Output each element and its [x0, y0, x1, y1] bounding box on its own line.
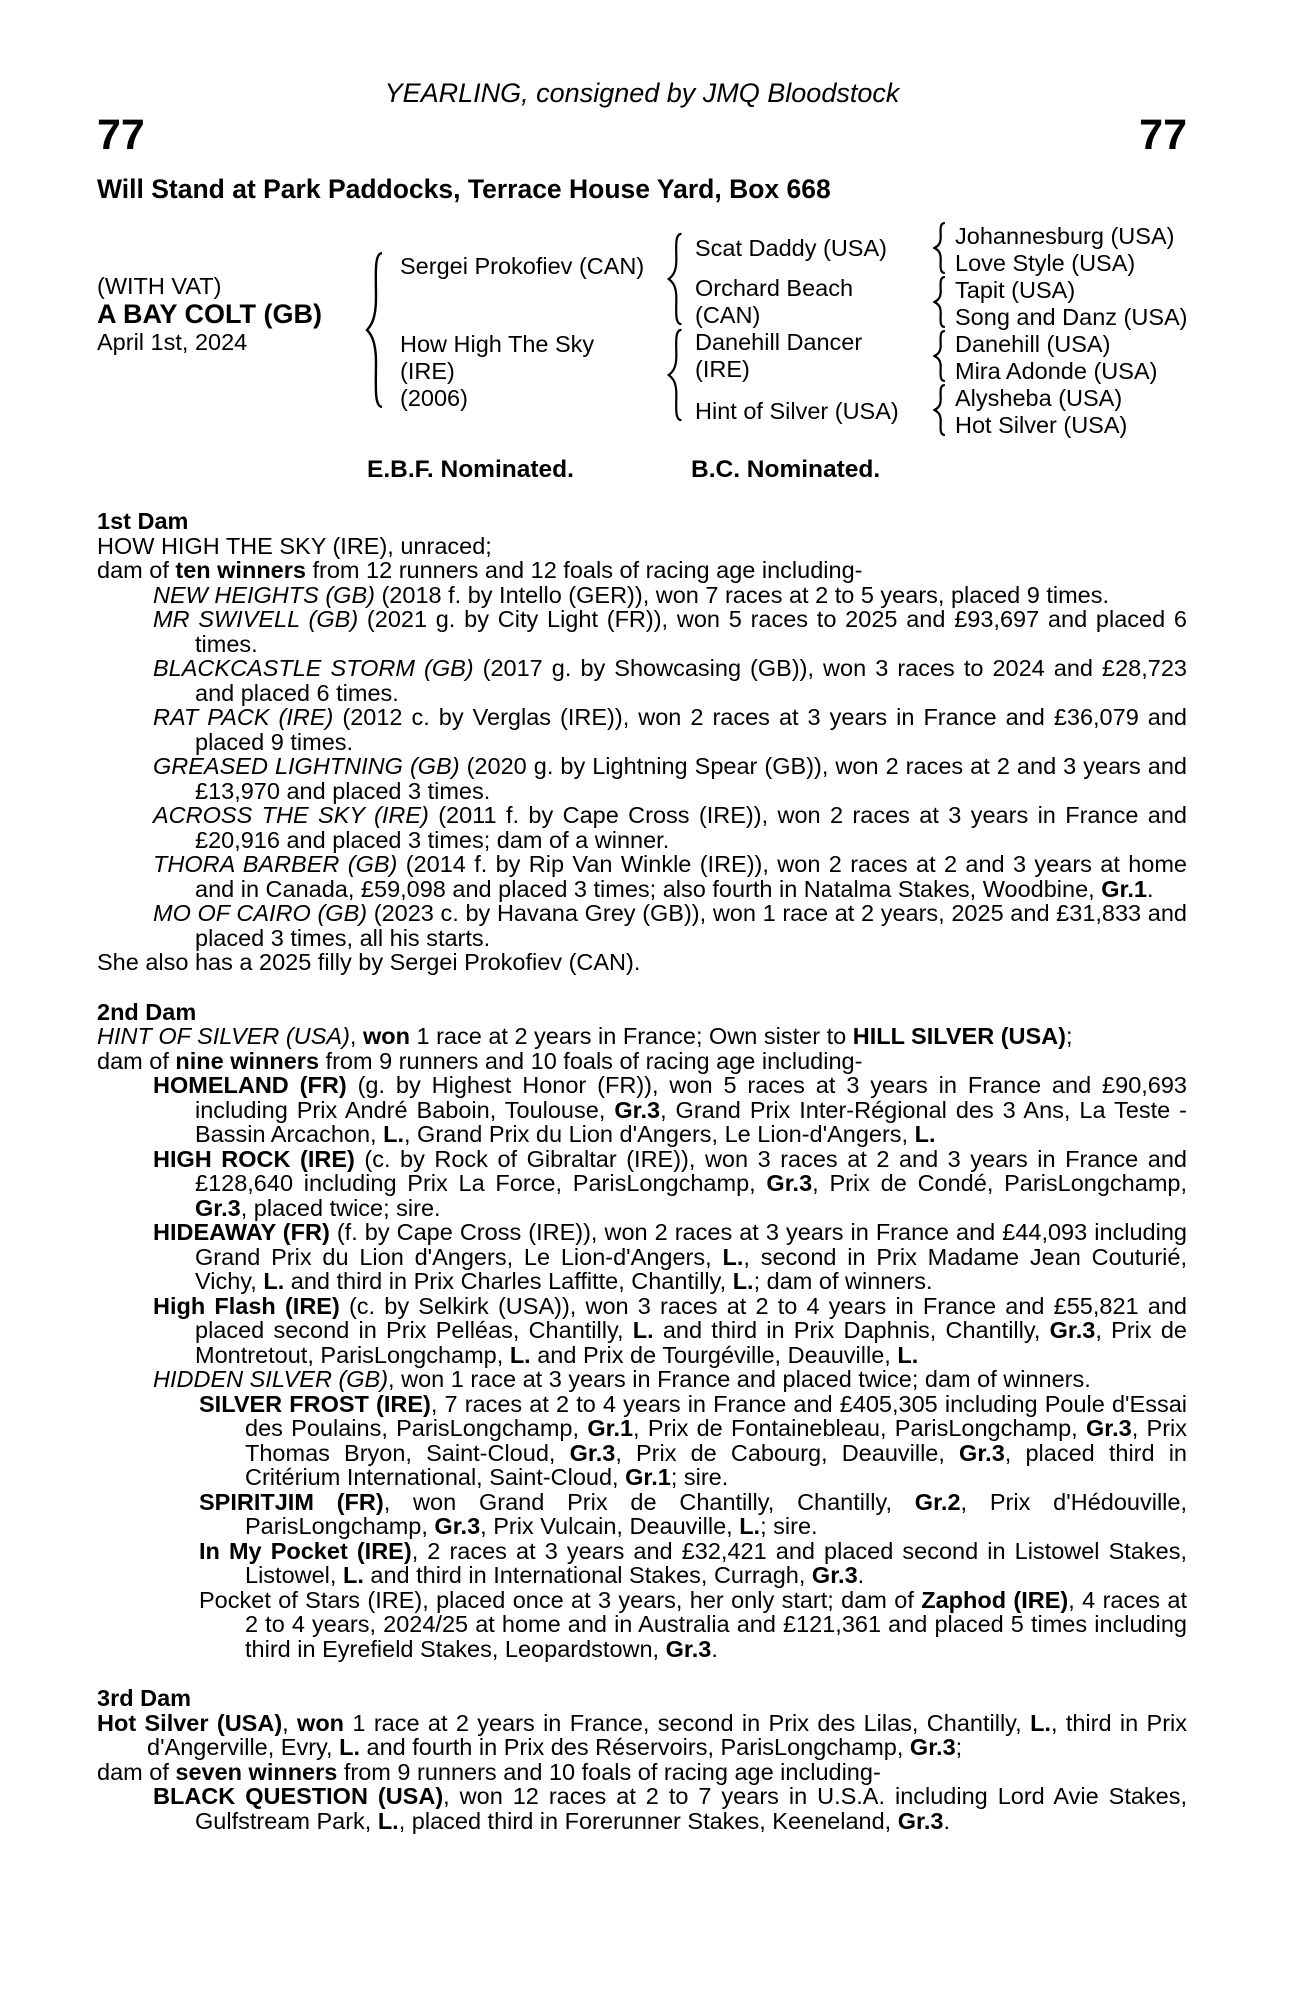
dam-summary: HOW HIGH THE SKY (IRE), unraced;	[97, 532, 492, 559]
sire-sire-dam-name: Love Style (USA)	[955, 250, 1136, 276]
section-heading: 1st Dam	[97, 508, 189, 534]
vat-note: (WITH VAT)	[97, 273, 222, 299]
dam-summary: dam of seven winners from 9 runners and 10 foals of racing age including-	[97, 1758, 881, 1785]
stabling-line: Will Stand at Park Paddocks, Terrace House Yard, Box 668	[97, 174, 831, 204]
dam-name-line1: How High The Sky	[400, 331, 595, 357]
sire-sire-name: Scat Daddy (USA)	[695, 235, 887, 261]
pedigree-brace-dam-parents	[667, 328, 684, 422]
offspring-entry: HIGH ROCK (IRE) (c. by Rock of Gibraltar (IRE)), won 3 races at 2 and 3 years in France and £128,640 including Prix La Force, ParisLongchamp, Gr.3, Prix de Condé, ParisLongchamp, Gr.3, placed twice; sire.	[153, 1145, 1187, 1221]
offspring-entry: In My Pocket (IRE), 2 races at 3 years and £32,421 and placed second in Listowel Stakes, Listowel, L. and third in International Stakes, Curragh, Gr.3.	[199, 1537, 1187, 1588]
pedigree-brace-sire-parents	[667, 232, 684, 326]
foaling-date: April 1st, 2024	[97, 329, 248, 355]
offspring-entry: HOMELAND (FR) (g. by Highest Honor (FR)), won 5 races at 3 years in France and £90,693 including Prix André Baboin, Toulouse, Gr.3, Grand Prix Inter-Régional des 3 Ans, La Teste - Bassin Arcachon, L., Grand Prix du Lion d'Angers, Le Lion-d'Angers, L.	[153, 1072, 1188, 1147]
pedigree-brace-sire-dam	[933, 276, 947, 328]
offspring-entry: BLACKCASTLE STORM (GB) (2017 g. by Showcasing (GB)), won 3 races to 2024 and £28,723 and placed 6 times.	[153, 655, 1187, 706]
colt-description: A BAY COLT (GB)	[97, 299, 323, 329]
offspring-entry: MO OF CAIRO (GB) (2023 c. by Havana Grey (GB)), won 1 race at 2 years, 2025 and £31,833 and placed 3 times, all his starts.	[153, 900, 1188, 951]
colt-details	[97, 272, 322, 356]
pedigree-brace-generation1	[365, 250, 385, 410]
section-heading: 2nd Dam	[97, 998, 197, 1025]
pedigree-table	[97, 216, 1187, 448]
offspring-entry: MR SWIVELL (GB) (2021 g. by City Light (FR)), won 5 races to 2025 and £93,697 and placed 6 times.	[153, 606, 1187, 657]
dam-name-line2: (IRE)	[400, 358, 455, 384]
offspring-entry: GREASED LIGHTNING (GB) (2020 g. by Lightning Spear (GB)), won 2 races at 2 and 3 years and £13,970 and placed 3 times.	[153, 753, 1187, 804]
sire-dam-line2: (CAN)	[695, 302, 761, 328]
pedigree-brace-dam-dam	[933, 384, 947, 436]
offspring-entry: SILVER FROST (IRE), 7 races at 2 to 4 years in France and £405,305 including Poule d'Essai des Poulains, ParisLongchamp, Gr.1, Prix de Fontainebleau, ParisLongchamp, Gr.3, Prix Thomas Bryon, Saint-Cloud, Gr.3, Prix de Cabourg, Deauville, Gr.3, placed third in Critérium International, Saint-Cloud, Gr.1; sire.	[199, 1390, 1188, 1490]
section-1st-dam	[97, 509, 1187, 975]
sire-dam-dam-name: Song and Danz (USA)	[955, 304, 1188, 330]
offspring-entry: NEW HEIGHTS (GB) (2018 f. by Intello (GER)), won 7 races at 2 to 5 years, placed 9 times.	[153, 581, 1110, 608]
sire-dam-line1: Orchard Beach	[695, 275, 854, 301]
dam-sire-line2: (IRE)	[695, 356, 750, 382]
dam-sire-line1: Danehill Dancer	[695, 329, 863, 355]
sire-dam-sire-name: Tapit (USA)	[955, 277, 1076, 303]
dam-dam-sire-name: Alysheba (USA)	[955, 385, 1123, 411]
dam-summary: HINT OF SILVER (USA), won 1 race at 2 years in France; Own sister to HILL SILVER (USA);	[97, 1023, 1073, 1049]
pedigree-brace-dam-sire	[933, 330, 947, 382]
dam-summary: She also has a 2025 filly by Sergei Prokofiev (CAN).	[97, 949, 641, 975]
dam-foaling-year: (2006)	[400, 385, 468, 411]
section-heading: 3rd Dam	[97, 1685, 192, 1711]
dam-summary: dam of nine winners from 9 runners and 10 foals of racing age including-	[97, 1047, 863, 1074]
pedigree-brace-sire-sire	[933, 222, 947, 274]
dam-dam-name: Hint of Silver (USA)	[695, 398, 899, 424]
lot-number-row	[97, 111, 1187, 159]
lot-number-left: 77	[97, 111, 145, 159]
dam-dam-dam-name: Hot Silver (USA)	[955, 412, 1128, 438]
sire-sire-sire-name: Johannesburg (USA)	[955, 223, 1175, 249]
ebf-nomination: E.B.F. Nominated.	[367, 456, 574, 483]
bc-nomination: B.C. Nominated.	[691, 456, 881, 483]
dam-sire-dam-name: Mira Adonde (USA)	[955, 358, 1158, 384]
sire-name: Sergei Prokofiev (CAN)	[400, 253, 645, 279]
dam-sire-sire-name: Danehill (USA)	[955, 331, 1111, 357]
lot-number-right: 77	[1139, 111, 1187, 159]
offspring-entry: RAT PACK (IRE) (2012 c. by Verglas (IRE)), won 2 races at 3 years in France and £36,079 and placed 9 times.	[153, 704, 1187, 755]
offspring-entry: SPIRITJIM (FR), won Grand Prix de Chantilly, Chantilly, Gr.2, Prix d'Hédouville, ParisLongchamp, Gr.3, Prix Vulcain, Deauville, L.; sire.	[199, 1488, 1187, 1539]
offspring-entry: THORA BARBER (GB) (2014 f. by Rip Van Winkle (IRE)), won 2 races at 2 and 3 years at home and in Canada, £59,098 and placed 3 times; also fourth in Natalma Stakes, Woodbine, Gr.1.	[153, 851, 1188, 902]
offspring-entry: BLACK QUESTION (USA), won 12 races at 2 to 7 years in U.S.A. including Lord Avie Stakes, Gulfstream Park, L., placed third in Forerunner Stakes, Keeneland, Gr.3.	[153, 1783, 1188, 1834]
offspring-entry: High Flash (IRE) (c. by Selkirk (USA)), won 3 races at 2 to 4 years in France and £55,821 and placed second in Prix Pelléas, Chantilly, L. and third in Prix Daphnis, Chantilly, Gr.3, Prix de Montretout, ParisLongchamp, L. and Prix de Tourgéville, Deauville, L.	[153, 1292, 1187, 1368]
section-2nd-dam	[97, 1000, 1187, 1662]
offspring-entry: HIDEAWAY (FR) (f. by Cape Cross (IRE)), won 2 races at 3 years in France and £44,093 including Grand Prix du Lion d'Angers, Le Lion-d'Angers, L., second in Prix Madame Jean Couturié, Vichy, L. and third in Prix Charles Laffitte, Chantilly, L.; dam of winners.	[153, 1219, 1187, 1294]
nominations-row	[97, 456, 1187, 484]
dam-summary: dam of ten winners from 12 runners and 12 foals of racing age including-	[97, 557, 863, 583]
offspring-entry: HIDDEN SILVER (GB), won 1 race at 3 years in France and placed twice; dam of winners.	[153, 1366, 1091, 1392]
offspring-entry: ACROSS THE SKY (IRE) (2011 f. by Cape Cross (IRE)), won 2 races at 3 years in France and £20,916 and placed 3 times; dam of a winner.	[153, 802, 1187, 853]
section-3rd-dam	[97, 1686, 1187, 1833]
consignor-line: YEARLING, consigned by JMQ Bloodstock	[384, 78, 900, 108]
dam-summary: Hot Silver (USA), won 1 race at 2 years in France, second in Prix des Lilas, Chantilly, L., third in Prix d'Angerville, Evry, L. and fourth in Prix des Réservoirs, ParisLongchamp, Gr.3;	[97, 1709, 1188, 1760]
offspring-entry: Pocket of Stars (IRE), placed once at 3 years, her only start; dam of Zaphod (IRE), 4 races at 2 to 4 years, 2024/25 at home and in Australia and £121,361 and placed 5 times including third in Eyrefield Stakes, Leopardstown, Gr.3.	[199, 1586, 1188, 1662]
